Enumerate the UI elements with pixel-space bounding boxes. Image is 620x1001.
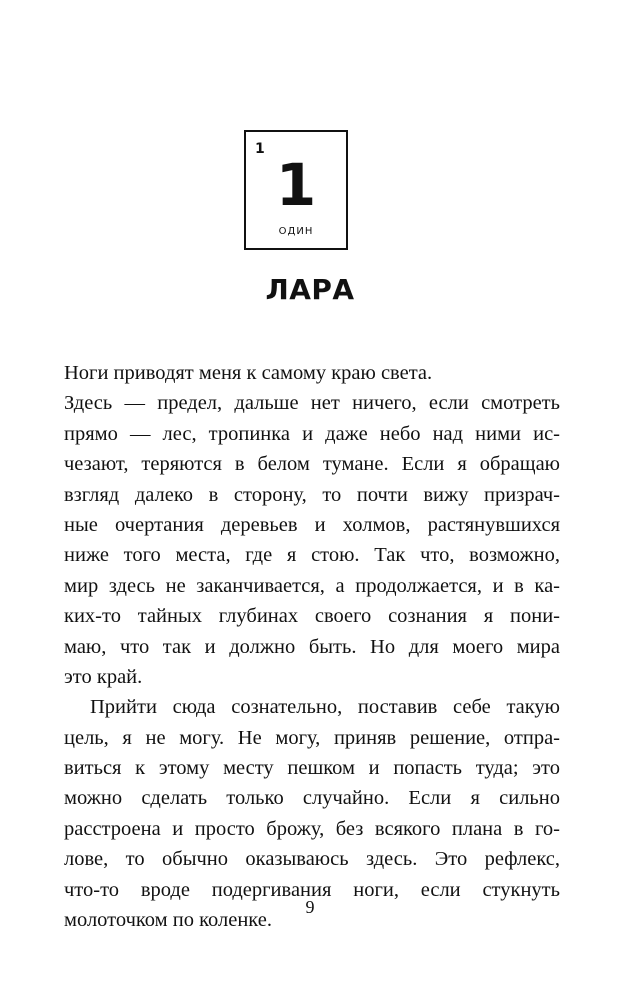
chapter-small-number: 1 (255, 141, 265, 157)
text-line: чезают, теряются в белом тумане. Если я обращаю (64, 453, 560, 476)
text-line: ниже того места, где я стою. Так что, возможно, (64, 544, 560, 567)
chapter-number-box (244, 130, 348, 250)
text-line: это край. (64, 665, 143, 688)
text-line: ные очертания деревьев и холмов, растянувшихся (64, 513, 560, 536)
chapter-title: ЛАРА (265, 273, 355, 306)
text-line: маю, что так и должно быть. Но для моего мира (64, 635, 560, 658)
text-line: взгляд далеко в сторону, то почти вижу призрач- (64, 483, 560, 506)
text-line: Ноги приводят меня к самому краю света. (64, 362, 433, 384)
text-line: молоточком по коленке. (64, 909, 272, 932)
text-line: прямо — лес, тропинка и даже небо над ними ис- (64, 422, 560, 445)
body-text (64, 358, 560, 935)
text-line: можно сделать только случайно. Если я сильно (64, 787, 560, 810)
text-line: Прийти сюда сознательно, поставив себе такую (90, 696, 560, 719)
text-line: ких-то тайных глубинах своего сознания я пони- (64, 605, 560, 628)
chapter-big-number: 1 (275, 151, 317, 219)
text-line: мир здесь не заканчивается, а продолжается, и в ка- (64, 574, 560, 597)
text-line: лове, то обычно оказываюсь здесь. Это рефлекс, (64, 848, 560, 871)
text-line: что-то вроде подергивания ноги, если стукнуть (64, 878, 560, 901)
page-number: 9 (305, 897, 315, 917)
text-line: Здесь — предел, дальше нет ничего, если смотреть (64, 392, 560, 415)
chapter-number-word: ОДИН (278, 226, 314, 237)
text-line: цель, я не могу. Не могу, приняв решение, отпра- (64, 726, 560, 749)
text-line: расстроена и просто брожу, без всякого плана в го- (64, 817, 560, 840)
text-line: виться к этому месту пешком и попасть туда; это (64, 757, 560, 780)
